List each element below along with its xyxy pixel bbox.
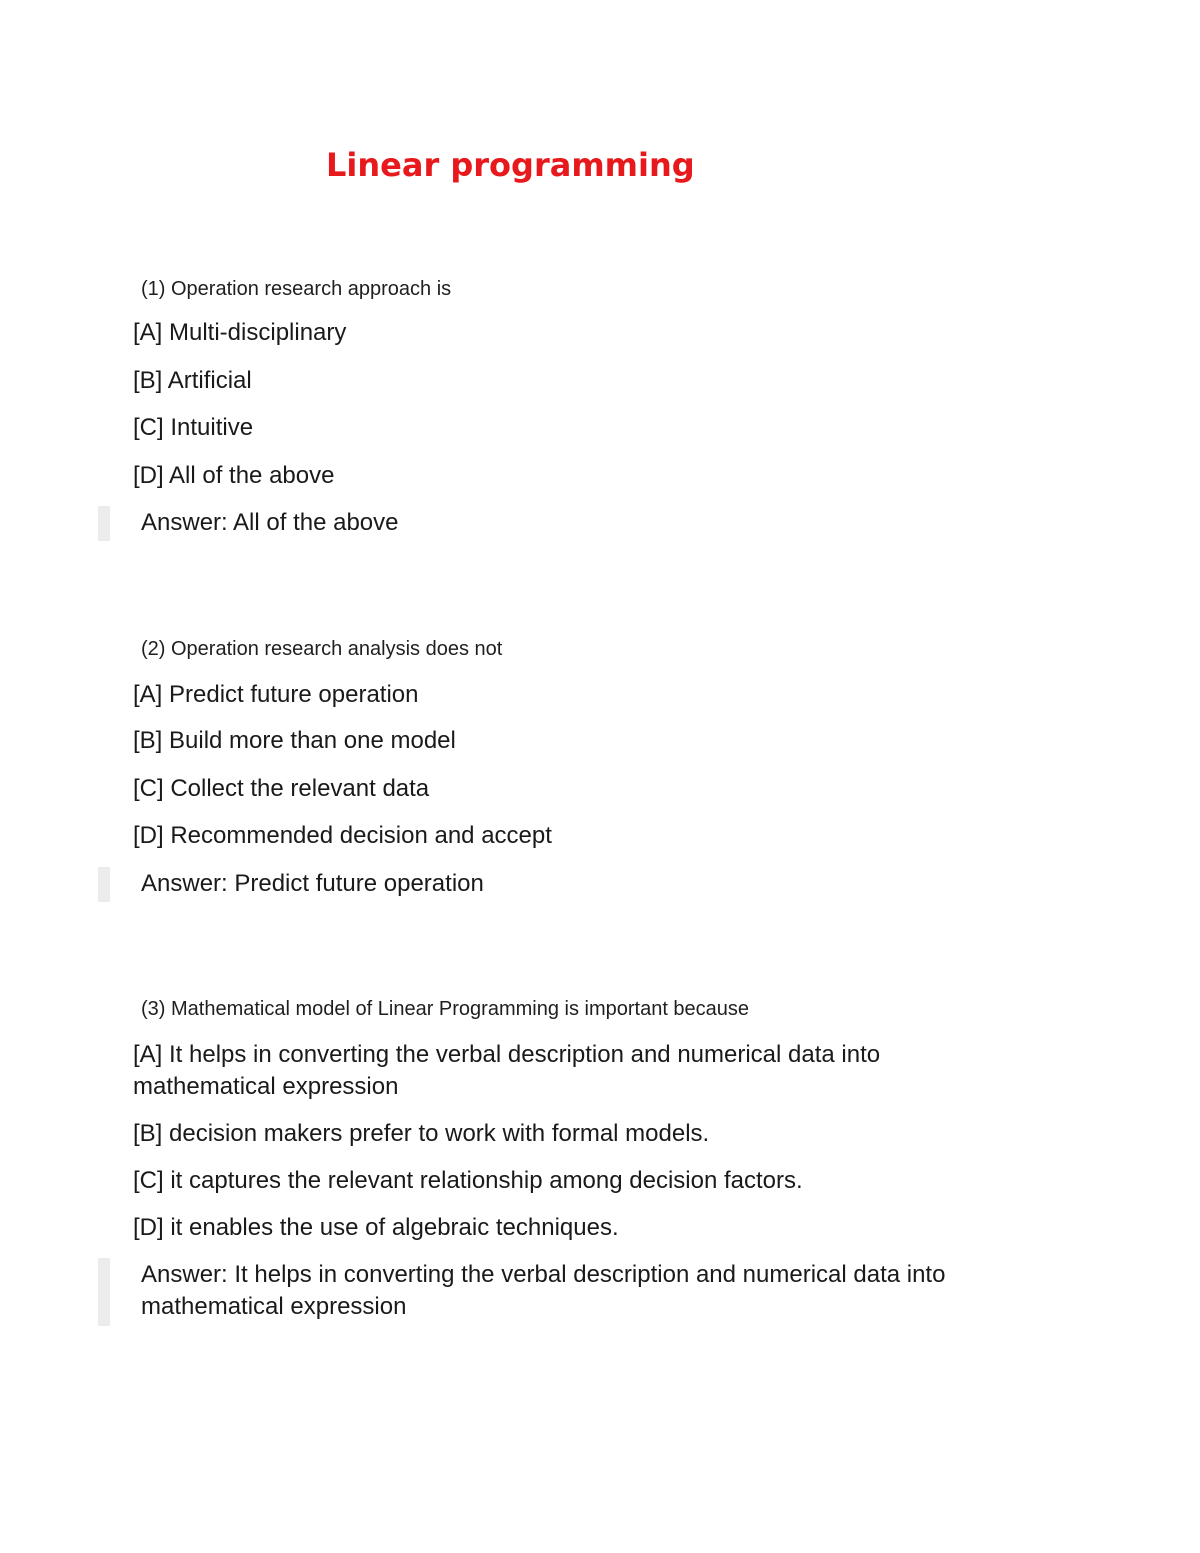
answer-marker-bar: [98, 1258, 110, 1326]
option-b: [B] decision makers prefer to work with formal models.: [133, 1120, 710, 1147]
answer-block: [98, 506, 1018, 541]
option-a: [A] Predict future operation: [133, 681, 419, 708]
answer-marker-bar: [98, 867, 110, 902]
answer-marker-bar: [98, 506, 110, 541]
question-prompt: (3) Mathematical model of Linear Programming is important because: [141, 998, 750, 1020]
question-prompt: (1) Operation research approach is: [141, 278, 452, 300]
answer-block: [98, 1258, 1018, 1326]
option-d: [D] Recommended decision and accept: [133, 822, 552, 849]
option-d: [D] it enables the use of algebraic techniques.: [133, 1214, 619, 1241]
option-d: [D] All of the above: [133, 462, 335, 489]
option-b: [B] Build more than one model: [133, 727, 456, 754]
option-a: [A] Multi-disciplinary: [133, 319, 347, 346]
option-b: [B] Artificial: [133, 367, 252, 394]
option-c: [C] Intuitive: [133, 414, 254, 441]
option-c: [C] Collect the relevant data: [133, 775, 430, 802]
answer-text: Answer: It helps in converting the verbal description and numerical data into mathematical expression: [141, 1261, 946, 1320]
answer-text: Answer: Predict future operation: [141, 870, 484, 897]
question-prompt: (2) Operation research analysis does not: [141, 638, 503, 660]
option-c: [C] it captures the relevant relationship among decision factors.: [133, 1167, 803, 1194]
page-title: Linear programming: [326, 146, 695, 184]
option-a: [A] It helps in converting the verbal description and numerical data into mathematical expression: [133, 1041, 881, 1100]
answer-text: Answer: All of the above: [141, 509, 399, 536]
answer-block: [98, 867, 1018, 902]
